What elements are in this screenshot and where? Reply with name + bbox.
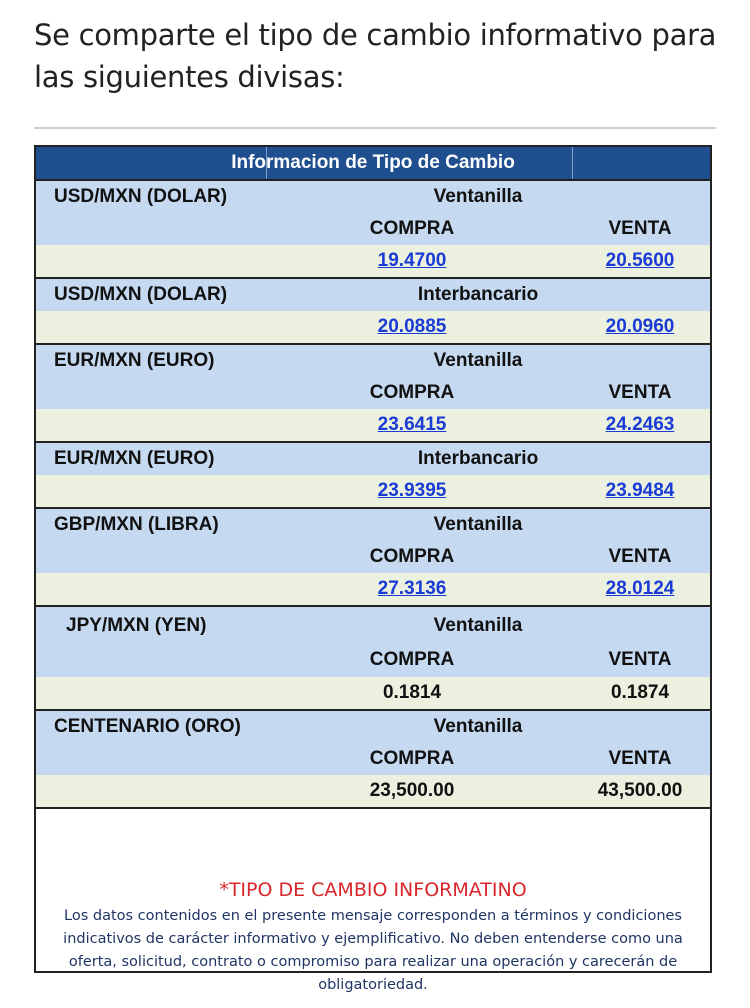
values-row [36, 775, 710, 807]
venta-label: VENTA [608, 382, 672, 403]
venta-value: 43,500.00 [597, 780, 683, 801]
disclaimer-section [36, 809, 710, 993]
intro-text: Se comparte el tipo de cambio informativo para las siguientes divisas: [34, 18, 717, 94]
compra-value: 23,500.00 [369, 780, 455, 801]
rate-block-gbp-ventanilla [36, 509, 710, 607]
rate-type-row [36, 509, 710, 541]
rate-type: Interbancario [417, 448, 539, 469]
compra-label: COMPRA [369, 218, 455, 239]
compra-value-link[interactable]: 23.9395 [377, 480, 447, 501]
compra-value-link[interactable]: 27.3136 [377, 578, 447, 599]
values-row [36, 475, 710, 507]
compra-value: 0.1814 [382, 682, 442, 703]
values-row [36, 245, 710, 277]
rate-block-eur-interbancario [36, 443, 710, 509]
rate-block-eur-ventanilla [36, 345, 710, 443]
legal-disclaimer: Los datos contenidos en el presente mensaje corresponden a términos y condiciones indicativos de carácter informativo y ejemplificativo. No deben entenderse como una oferta, solicitud, contrato o compromiso para realizar una operación y carecerán de obligatoriedad. [63, 908, 683, 993]
values-row [36, 677, 710, 709]
rate-block-usd-ventanilla [36, 181, 710, 279]
currency-label: USD/MXN (DOLAR) [54, 284, 228, 305]
rate-block-centenario-ventanilla [36, 711, 710, 809]
venta-label: VENTA [608, 649, 672, 670]
venta-label: VENTA [608, 546, 672, 567]
rate-block-jpy-ventanilla [36, 607, 710, 711]
divider [34, 127, 716, 129]
venta-value-link[interactable]: 20.0960 [605, 316, 675, 337]
venta-value: 0.1874 [610, 682, 670, 703]
rate-type: Ventanilla [433, 186, 523, 207]
values-row [36, 409, 710, 441]
column-labels-row [36, 541, 710, 573]
venta-value-link[interactable]: 23.9484 [605, 480, 675, 501]
column-labels-row [36, 743, 710, 775]
venta-value-link[interactable]: 24.2463 [605, 414, 675, 435]
compra-value-link[interactable]: 20.0885 [377, 316, 447, 337]
rate-type: Ventanilla [433, 514, 523, 535]
currency-label: JPY/MXN (YEN) [66, 615, 207, 636]
compra-value-link[interactable]: 23.6415 [377, 414, 447, 435]
venta-value-link[interactable]: 28.0124 [605, 578, 675, 599]
column-labels-row [36, 213, 710, 245]
table-header [36, 147, 710, 181]
warning-text: *TIPO DE CAMBIO INFORMATINO [219, 879, 527, 901]
rate-block-usd-interbancario [36, 279, 710, 345]
rate-type: Ventanilla [433, 615, 523, 636]
venta-value-link[interactable]: 20.5600 [605, 250, 675, 271]
currency-label: EUR/MXN (EURO) [54, 448, 215, 469]
rate-type-row [36, 279, 710, 311]
currency-label: USD/MXN (DOLAR) [54, 186, 228, 207]
exchange-rate-table [34, 145, 712, 993]
currency-label: GBP/MXN (LIBRA) [54, 514, 219, 535]
compra-label: COMPRA [369, 382, 455, 403]
rate-type-row [36, 711, 710, 743]
compra-label: COMPRA [369, 546, 455, 567]
venta-label: VENTA [608, 218, 672, 239]
rate-type: Interbancario [417, 284, 539, 305]
values-row [36, 573, 710, 605]
currency-label: CENTENARIO (ORO) [54, 716, 241, 737]
rate-type-row [36, 607, 710, 643]
values-row [36, 311, 710, 343]
rate-type-row [36, 443, 710, 475]
table-title: Informacion de Tipo de Cambio [231, 152, 515, 173]
column-labels-row [36, 643, 710, 677]
venta-label: VENTA [608, 748, 672, 769]
compra-value-link[interactable]: 19.4700 [377, 250, 447, 271]
rate-type: Ventanilla [433, 350, 523, 371]
rate-type-row [36, 181, 710, 213]
rate-type: Ventanilla [433, 716, 523, 737]
compra-label: COMPRA [369, 649, 455, 670]
column-labels-row [36, 377, 710, 409]
compra-label: COMPRA [369, 748, 455, 769]
currency-label: EUR/MXN (EURO) [54, 350, 215, 371]
rate-type-row [36, 345, 710, 377]
